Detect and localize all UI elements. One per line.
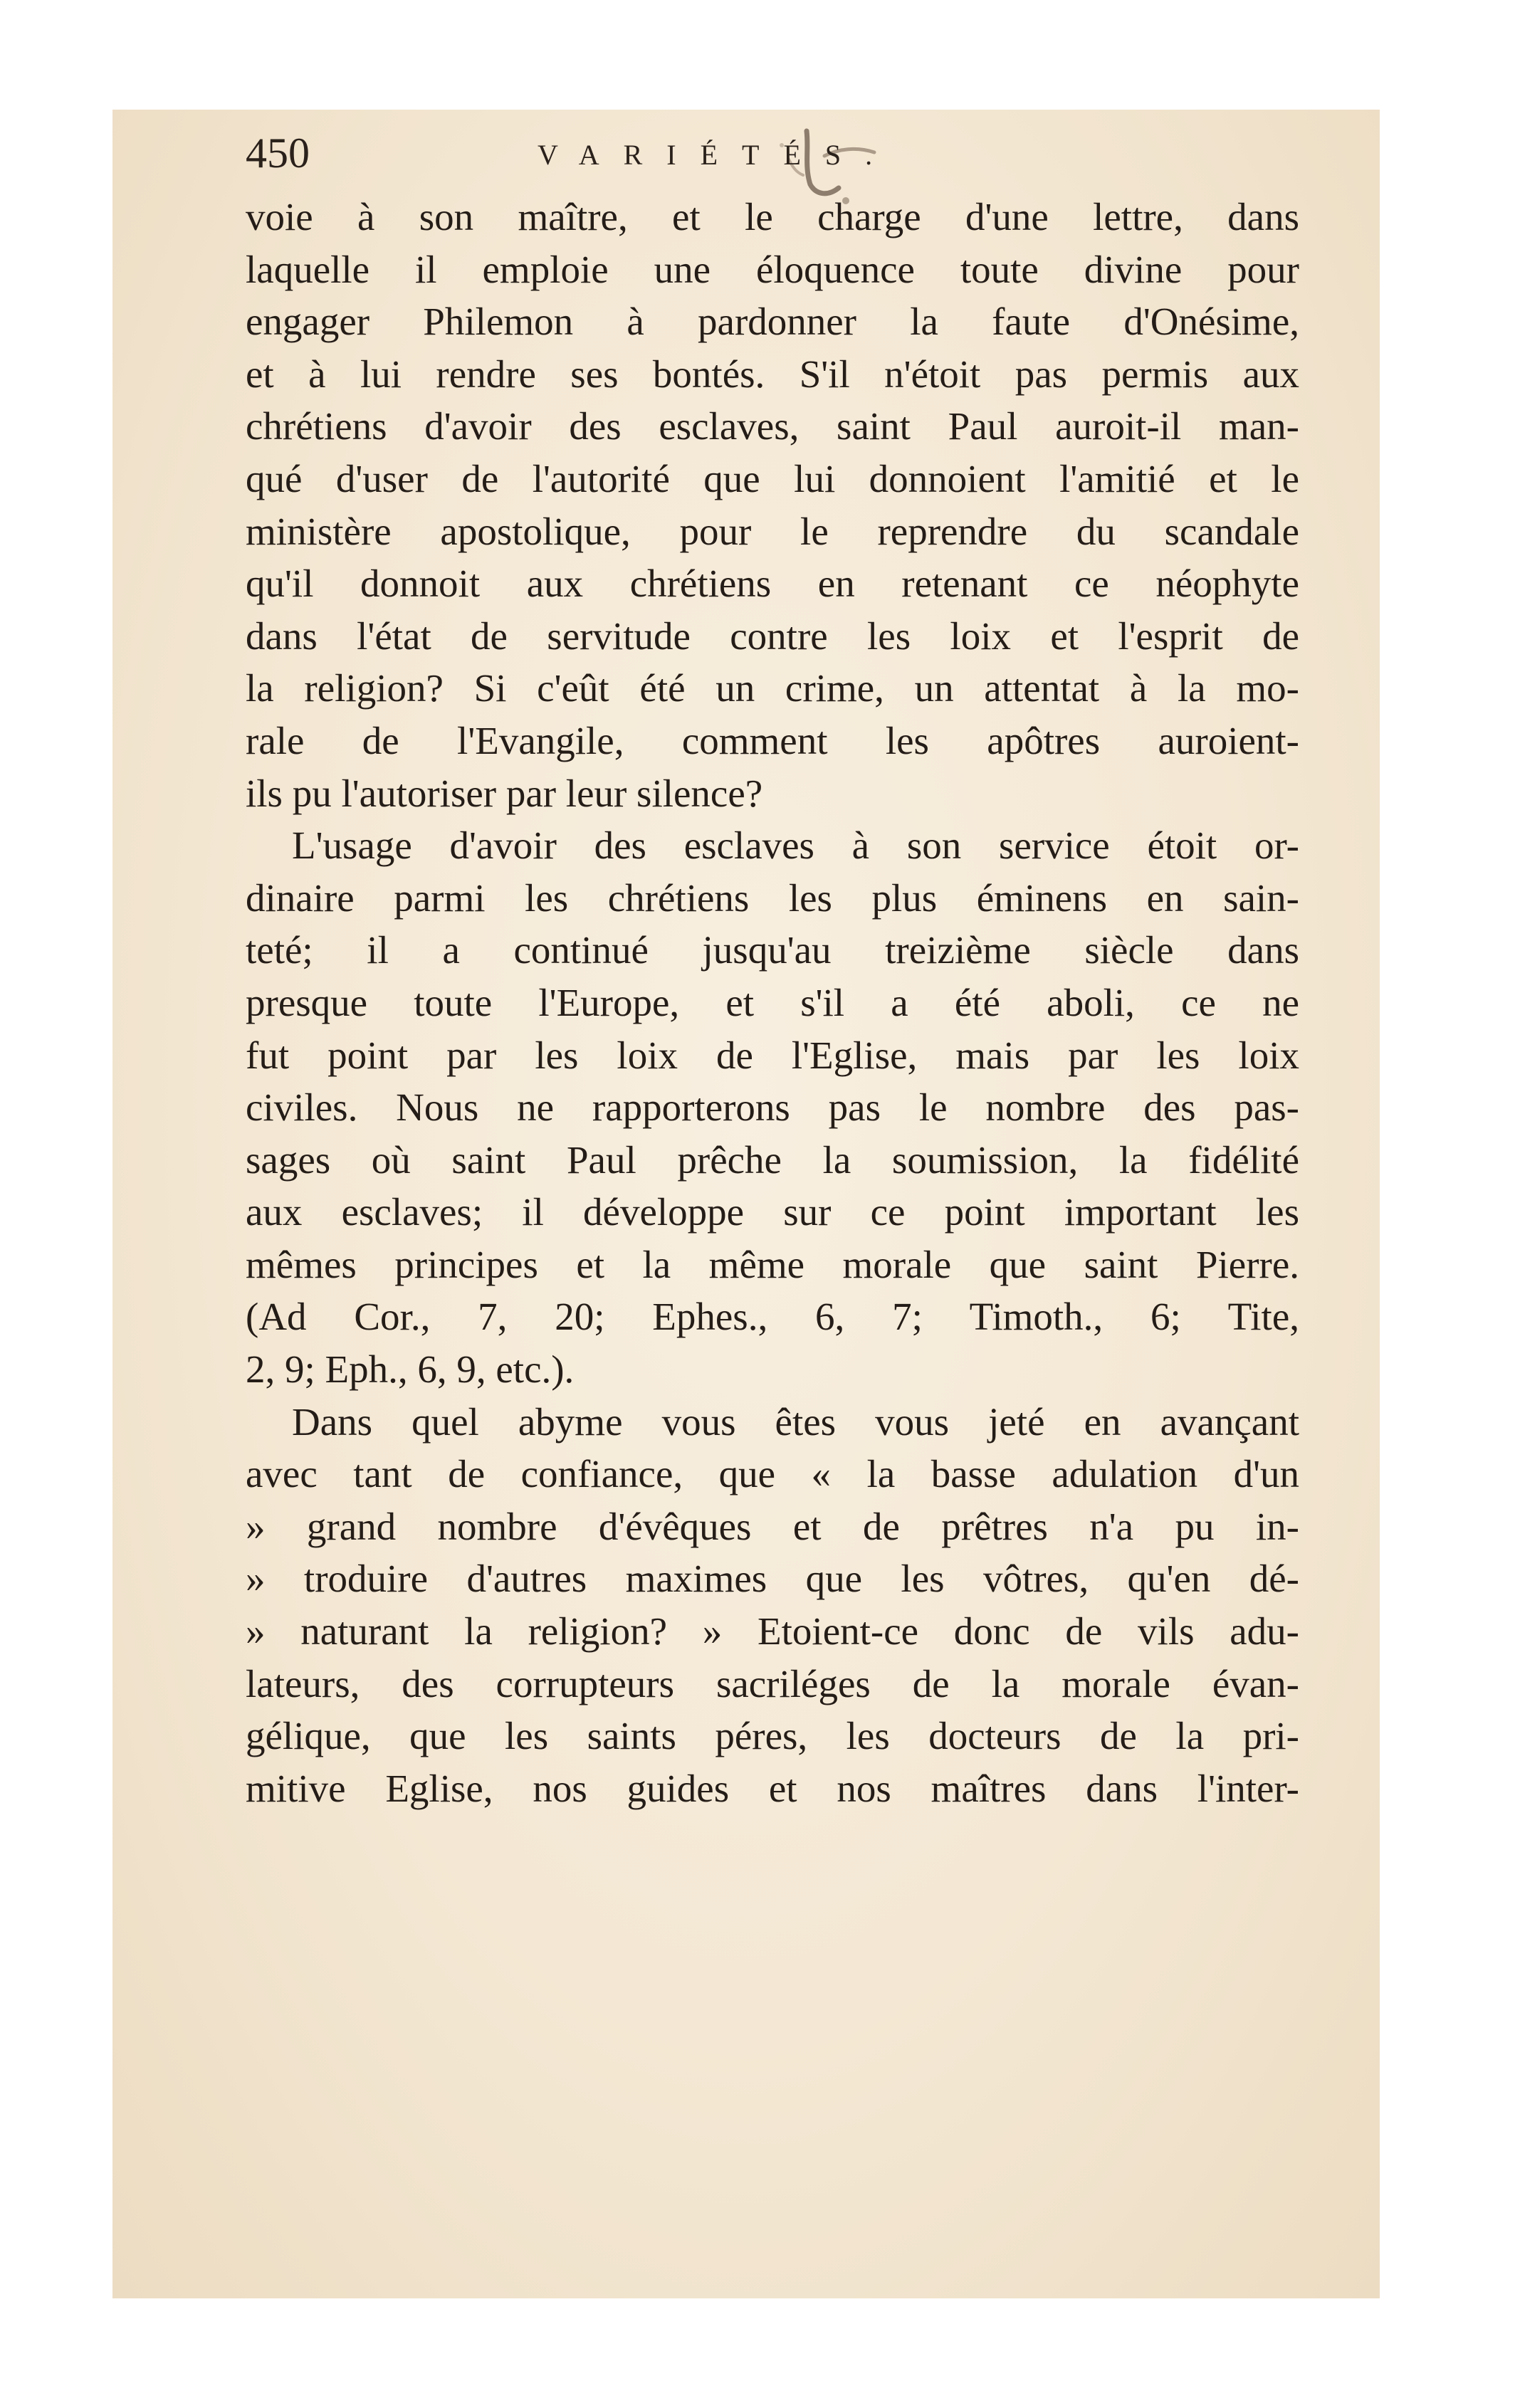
text-line: teté; il a continué jusqu'au treizième siècle dans (246, 928, 1299, 972)
text-line: presque toute l'Europe, et s'il a été aboli, ce ne (246, 980, 1299, 1024)
body-text (246, 191, 1299, 1814)
text-line: dans l'état de servitude contre les loix et l'esprit de (246, 614, 1299, 658)
text-line: Dans quel abyme vous êtes vous jeté en avançant (292, 1399, 1299, 1444)
text-line: » grand nombre d'évêques et de prêtres n'a pu in- (246, 1504, 1299, 1548)
text-line: ministère apostolique, pour le reprendre du scandale (246, 509, 1299, 553)
text-line: voie à son maître, et le charge d'une lettre, dans (246, 195, 1299, 238)
text-line: » troduire d'autres maximes que les vôtres, qu'en dé- (246, 1557, 1299, 1601)
running-head: VARIÉTÉS. (538, 139, 897, 171)
text-line: mitive Eglise, nos guides et nos maîtres dans l'inter- (246, 1766, 1299, 1810)
text-line: mêmes principes et la même morale que saint Pierre. (246, 1242, 1299, 1286)
page-number: 450 (246, 130, 310, 177)
text-line: dinaire parmi les chrétiens les plus éminens en sain- (246, 876, 1299, 920)
text-line: laquelle il emploie une éloquence toute divine pour (246, 247, 1299, 291)
text-line: » naturant la religion? » Etoient-ce donc de vils adu- (246, 1609, 1299, 1653)
text-line: qué d'user de l'autorité que lui donnoient l'amitié et le (246, 456, 1299, 500)
text-line: et à lui rendre ses bontés. S'il n'étoit pas permis aux (246, 352, 1299, 396)
text-line: la religion? Si c'eût été un crime, un attentat à la mo- (246, 666, 1299, 710)
text-line: 2, 9; Eph., 6, 9, etc.). (246, 1347, 575, 1392)
text-line: lateurs, des corrupteurs sacriléges de la morale évan- (246, 1661, 1299, 1705)
text-line: L'usage d'avoir des esclaves à son service étoit or- (292, 824, 1299, 868)
text-line: civiles. Nous ne rapporterons pas le nombre des pas- (246, 1085, 1299, 1130)
text-line: qu'il donnoit aux chrétiens en retenant ce néophyte (246, 562, 1299, 606)
text-line: ils pu l'autoriser par leur silence? (246, 771, 763, 815)
text-line: sages où saint Paul prêche la soumission, la fidélité (246, 1137, 1299, 1182)
page-header (246, 125, 1299, 182)
text-line: gélique, que les saints péres, les docteurs de la pri- (246, 1714, 1299, 1758)
text-line: chrétiens d'avoir des esclaves, saint Paul auroit-il man- (246, 404, 1299, 448)
text-line: avec tant de confiance, que « la basse adulation d'un (246, 1452, 1299, 1496)
text-line: fut point par les loix de l'Eglise, mais par les loix (246, 1033, 1299, 1077)
text-line: engager Philemon à pardonner la faute d'Onésime, (246, 300, 1299, 344)
text-line: (Ad Cor., 7, 20; Ephes., 6, 7; Timoth., 6; Tite, (246, 1295, 1299, 1339)
text-line: rale de l'Evangile, comment les apôtres auroient- (246, 718, 1299, 762)
text-line: aux esclaves; il développe sur ce point important les (246, 1190, 1299, 1234)
